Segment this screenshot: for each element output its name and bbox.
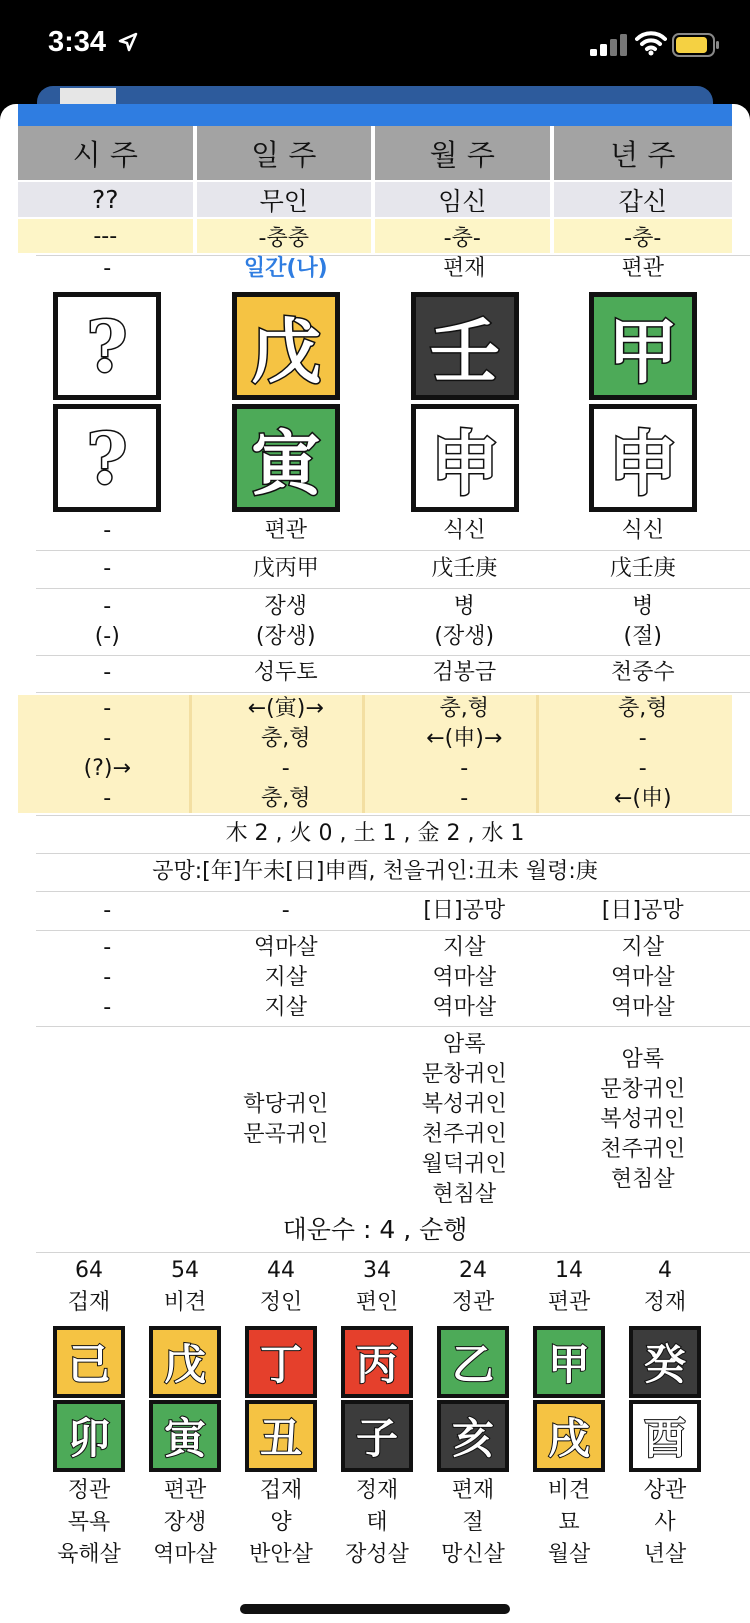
chung-row xyxy=(18,219,732,253)
relations-month-2: ←(申)→ xyxy=(426,726,503,751)
daeun-sinsal: 역마살 xyxy=(153,1542,217,1567)
relations-day-3: - xyxy=(281,756,290,781)
stem-tile-month[interactable]: 壬 xyxy=(411,292,519,400)
guiin-month-5: 월덕귀인 xyxy=(421,1152,507,1177)
unseong-day-a: 장생 xyxy=(264,594,307,619)
jijanggan-year: 戊壬庚 xyxy=(609,556,676,581)
relations-year-1: 충,형 xyxy=(618,696,668,721)
relations-month-1: 충,형 xyxy=(439,696,489,721)
daeun-stem-tile[interactable]: 癸 xyxy=(629,1326,701,1398)
unseong-hour xyxy=(18,591,197,653)
unseong-day xyxy=(197,591,376,653)
daeun-stem-tile[interactable]: 丙 xyxy=(341,1326,413,1398)
relations-month-3: - xyxy=(460,756,469,781)
daeun-bottom-sipsung: 비견 xyxy=(547,1478,591,1503)
unseong-day-b: (장생) xyxy=(255,624,316,649)
daeun-stem-tile[interactable]: 己 xyxy=(53,1326,125,1398)
sinsal-month-1: 지살 xyxy=(442,935,486,960)
saju-sheet[interactable] xyxy=(0,104,750,1623)
ganji-month: 임신 xyxy=(375,182,554,217)
guiin-month-2: 문창귀인 xyxy=(421,1062,507,1087)
chung-day: -충충 xyxy=(197,219,376,253)
relations-day-4: 충,형 xyxy=(261,786,311,811)
jijanggan-day: 戊丙甲 xyxy=(252,556,319,581)
header-month: 월 주 xyxy=(375,126,554,180)
daeun-bottom-sipsung: 상관 xyxy=(643,1478,687,1503)
guiin-year-5: 현침살 xyxy=(610,1167,675,1192)
daeun-unseong: 묘 xyxy=(558,1510,580,1535)
sipsung-top-hour: - xyxy=(103,256,112,281)
sinsal-day-2: 지살 xyxy=(264,965,307,990)
napeum-month: 검봉금 xyxy=(432,660,497,685)
guiin-hour xyxy=(18,1030,197,1210)
napeum-day: 성두토 xyxy=(253,660,318,685)
daeun-bottom-sipsung: 편관 xyxy=(163,1478,207,1503)
daeun-branch-tile[interactable]: 丑 xyxy=(245,1400,317,1472)
sipsung-bottom-row xyxy=(18,516,732,546)
daeun-age: 14 xyxy=(555,1258,583,1283)
location-arrow-icon xyxy=(118,32,138,52)
daeun-branch-tile[interactable]: 寅 xyxy=(149,1400,221,1472)
unseong-month-b: (장생) xyxy=(434,624,495,649)
daeun-top-sipsung: 정재 xyxy=(643,1290,687,1315)
unseong-year-b: (절) xyxy=(623,624,662,649)
sinsal-month xyxy=(375,932,554,1024)
napeum-hour: - xyxy=(103,660,112,685)
daeun-unseong: 사 xyxy=(654,1510,676,1535)
sinsal-day-1: 역마살 xyxy=(253,935,318,960)
sinsal-row xyxy=(18,932,732,1024)
unseong-row xyxy=(18,591,732,653)
ohaeng-count: 木 2 , 火 0 , 土 1 , 金 2 , 水 1 xyxy=(225,821,525,846)
daeun-bottom-sipsung: 겁재 xyxy=(259,1478,303,1503)
ganji-row xyxy=(18,182,732,217)
guiin-day-1: 학당귀인 xyxy=(243,1092,329,1117)
relations-month-4: - xyxy=(460,786,469,811)
daeun-stem-tile[interactable]: 丁 xyxy=(245,1326,317,1398)
daeun-bottom-sipsung: 정관 xyxy=(67,1478,111,1503)
guiin-day xyxy=(197,1030,376,1210)
relations-hour xyxy=(18,695,197,813)
guiin-month-6: 현침살 xyxy=(432,1182,497,1207)
sinsal-year xyxy=(554,932,733,1024)
branch-tile-hour[interactable]: ? xyxy=(53,404,161,512)
daeun-age: 34 xyxy=(363,1258,391,1283)
daeun-top-sipsung: 비견 xyxy=(163,1290,207,1315)
daeun-age: 24 xyxy=(459,1258,487,1283)
relations-year-2: - xyxy=(638,726,647,751)
sinsal-year-3: 역마살 xyxy=(610,995,675,1020)
battery-icon xyxy=(672,33,720,57)
divider xyxy=(36,692,750,693)
jijanggan-month: 戊壬庚 xyxy=(431,556,498,581)
daeun-sinsal: 육해살 xyxy=(57,1542,121,1567)
relations-day-1: ←(寅)→ xyxy=(247,696,324,721)
daeun-branch-tile[interactable]: 卯 xyxy=(53,1400,125,1472)
divider xyxy=(36,815,750,816)
sipsung-bottom-year: 식신 xyxy=(621,518,664,543)
relations-year-3: - xyxy=(638,756,647,781)
header-day: 일 주 xyxy=(197,126,376,180)
daeun-top-sipsung: 정관 xyxy=(451,1290,495,1315)
daeun-top-sipsung: 편인 xyxy=(355,1290,399,1315)
branch-tile-day[interactable]: 寅 xyxy=(232,404,340,512)
relations-hour-4: - xyxy=(103,786,112,811)
daeun-bottom-sipsung: 편재 xyxy=(451,1478,495,1503)
guiin-day-2: 문곡귀인 xyxy=(243,1122,329,1147)
sinsal-year-2: 역마살 xyxy=(610,965,675,990)
daeun-sinsal: 월살 xyxy=(547,1542,591,1567)
unseong-month-a: 병 xyxy=(453,594,475,619)
daeun-top-sipsung: 정인 xyxy=(259,1290,303,1315)
gongmang-hour: - xyxy=(103,898,112,923)
wifi-icon xyxy=(635,30,667,56)
napeum-row xyxy=(18,657,732,689)
daeun-age: 54 xyxy=(171,1258,199,1283)
unseong-year-a: 병 xyxy=(632,594,654,619)
sinsal-hour-2: - xyxy=(103,965,112,990)
unseong-hour-a: - xyxy=(103,594,112,619)
status-bar xyxy=(0,0,750,100)
daeun-age: 64 xyxy=(75,1258,103,1283)
relations-hour-1: - xyxy=(103,696,112,721)
stem-tile-day[interactable]: 戊 xyxy=(232,292,340,400)
daeun-sinsal: 반안살 xyxy=(249,1542,313,1567)
daeun-sinsal: 년살 xyxy=(643,1542,687,1567)
relations-year-4: ←(申) xyxy=(613,786,672,811)
divider xyxy=(36,588,750,589)
gongmang-info: 공망:[年]午未[日]申酉, 천을귀인:丑未 월령:庚 xyxy=(152,859,598,884)
guiin-year xyxy=(554,1030,733,1210)
sipsung-bottom-hour: - xyxy=(103,518,112,543)
status-time: 3:34 xyxy=(48,26,107,58)
daeun-title: 대운수 : 4 , 순행 xyxy=(282,1215,468,1244)
chung-hour: --- xyxy=(18,219,197,253)
sinsal-month-3: 역마살 xyxy=(432,995,497,1020)
branch-tile-month[interactable]: 申 xyxy=(411,404,519,512)
sipsung-top-row xyxy=(18,254,732,284)
unseong-year xyxy=(554,591,733,653)
divider xyxy=(36,930,750,931)
daeun-branch-tile[interactable]: 戌 xyxy=(533,1400,605,1472)
sipsung-top-day: 일간(나) xyxy=(243,256,328,281)
daeun-sinsal: 장성살 xyxy=(345,1542,409,1567)
stem-tile-hour[interactable]: ? xyxy=(53,292,161,400)
guiin-year-1: 암록 xyxy=(621,1047,664,1072)
daeun-sinsal: 망신살 xyxy=(441,1542,505,1567)
relations-row xyxy=(18,695,732,813)
pillar-header-row xyxy=(18,126,732,180)
sheet-top-bar xyxy=(18,104,732,126)
relations-hour-3: (?)→ xyxy=(83,756,131,781)
daeun-stem-tile[interactable]: 戊 xyxy=(149,1326,221,1398)
ganji-hour: ?? xyxy=(18,182,197,217)
divider xyxy=(36,1026,750,1027)
gongmang-day: - xyxy=(281,898,290,923)
daeun-branch-tile[interactable]: 酉 xyxy=(629,1400,701,1472)
relations-hour-2: - xyxy=(103,726,112,751)
sipsung-top-year: 편관 xyxy=(621,256,664,281)
guiin-row xyxy=(18,1030,732,1210)
sipsung-bottom-month: 식신 xyxy=(442,518,486,543)
chung-month: -충- xyxy=(375,219,554,253)
jijanggan-row xyxy=(18,554,732,584)
chung-year: -충- xyxy=(554,219,733,253)
daeun-age: 4 xyxy=(658,1258,672,1283)
napeum-year: 천중수 xyxy=(610,660,675,685)
header-hour: 시 주 xyxy=(18,126,197,180)
unseong-hour-b: (-) xyxy=(94,624,120,649)
daeun-age: 44 xyxy=(267,1258,295,1283)
relations-day-2: 충,형 xyxy=(261,726,311,751)
guiin-month xyxy=(375,1030,554,1210)
ganji-day: 무인 xyxy=(197,182,376,217)
guiin-month-3: 복성귀인 xyxy=(421,1092,507,1117)
relations-year xyxy=(554,695,733,813)
daeun-branch-tile[interactable]: 子 xyxy=(341,1400,413,1472)
sinsal-hour xyxy=(18,932,197,1024)
sinsal-month-2: 역마살 xyxy=(432,965,497,990)
sipsung-top-month: 편재 xyxy=(442,256,486,281)
divider xyxy=(36,891,750,892)
divider xyxy=(36,550,750,551)
daeun-unseong: 목욕 xyxy=(67,1510,111,1535)
guiin-month-1: 암록 xyxy=(442,1032,486,1057)
daeun-bottom-sipsung: 정재 xyxy=(355,1478,399,1503)
guiin-year-3: 복성귀인 xyxy=(600,1107,686,1132)
daeun-top-sipsung: 겁재 xyxy=(67,1290,111,1315)
divider xyxy=(36,1252,750,1253)
sinsal-hour-1: - xyxy=(103,935,112,960)
cellular-signal-icon xyxy=(590,34,630,56)
daeun-unseong: 절 xyxy=(462,1510,484,1535)
gongmang-row xyxy=(18,895,732,927)
daeun-unseong: 양 xyxy=(270,1510,292,1535)
divider xyxy=(36,655,750,656)
daeun-stem-tile[interactable]: 乙 xyxy=(437,1326,509,1398)
sinsal-day-3: 지살 xyxy=(264,995,307,1020)
guiin-year-2: 문창귀인 xyxy=(600,1077,686,1102)
unseong-month xyxy=(375,591,554,653)
sinsal-year-1: 지살 xyxy=(621,935,664,960)
daeun-unseong: 태 xyxy=(366,1510,388,1535)
ganji-year: 갑신 xyxy=(554,182,733,217)
sinsal-day xyxy=(197,932,376,1024)
branch-tile-year[interactable]: 申 xyxy=(589,404,697,512)
guiin-year-4: 천주귀인 xyxy=(600,1137,686,1162)
divider xyxy=(36,853,750,854)
daeun-branch-tile[interactable]: 亥 xyxy=(437,1400,509,1472)
gongmang-year: [日]공망 xyxy=(601,898,684,923)
jijanggan-hour: - xyxy=(103,556,112,581)
home-indicator[interactable] xyxy=(240,1604,510,1614)
guiin-month-4: 천주귀인 xyxy=(421,1122,507,1147)
header-year: 년 주 xyxy=(554,126,733,180)
daeun-stem-tile[interactable]: 甲 xyxy=(533,1326,605,1398)
relations-month xyxy=(375,695,554,813)
daeun-top-sipsung: 편관 xyxy=(547,1290,591,1315)
sinsal-hour-3: - xyxy=(103,995,112,1020)
stem-tile-year[interactable]: 甲 xyxy=(589,292,697,400)
sipsung-bottom-day: 편관 xyxy=(264,518,307,543)
relations-day xyxy=(197,695,376,813)
daeun-unseong: 장생 xyxy=(163,1510,207,1535)
gongmang-month: [日]공망 xyxy=(423,898,506,923)
